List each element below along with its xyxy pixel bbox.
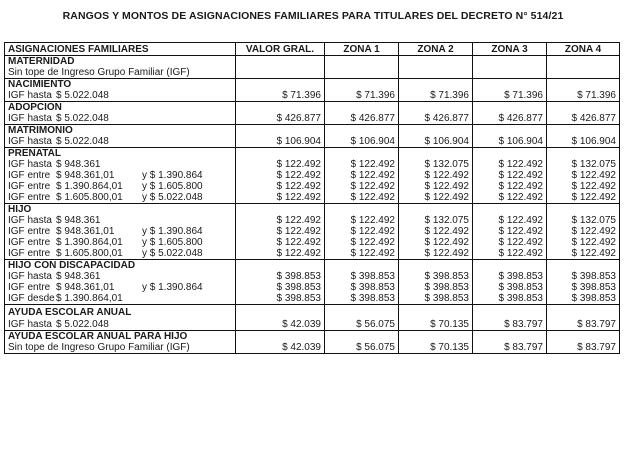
section-title: HIJO CON DISCAPACIDAD	[5, 260, 236, 272]
header-zona-2: ZONA 2	[399, 43, 473, 56]
range-to: y $ 1.390.864	[142, 226, 203, 237]
amount-cell: $ 398.853	[547, 282, 620, 293]
amount-cell: $ 122.492	[236, 237, 325, 248]
range-from: $ 948.361,01	[56, 226, 115, 237]
empty-cell	[473, 56, 547, 68]
empty-cell	[236, 56, 325, 68]
amount-cell	[473, 67, 547, 79]
row-label	[5, 319, 236, 331]
empty-cell	[325, 56, 399, 68]
empty-cell	[547, 204, 620, 216]
header-zona-4: ZONA 4	[547, 43, 620, 56]
amount-cell: $ 122.492	[473, 170, 547, 181]
amount-cell: $ 122.492	[547, 181, 620, 192]
range-from: $ 1.605.800,01	[56, 192, 123, 203]
amount-cell: $ 83.797	[473, 342, 547, 354]
table-row	[5, 248, 620, 260]
range-to: y $ 1.605.800	[142, 237, 203, 248]
row-label	[5, 90, 236, 102]
table-row	[5, 342, 620, 354]
empty-cell	[325, 204, 399, 216]
amount-cell: $ 71.396	[325, 90, 399, 102]
row-label	[5, 215, 236, 226]
amount-cell: $ 122.492	[547, 226, 620, 237]
amount-cell: $ 122.492	[325, 215, 399, 226]
amount-cell: $ 398.853	[473, 282, 547, 293]
range-label: Sin tope de Ingreso Grupo Familiar (IGF)	[8, 67, 190, 78]
amount-cell: $ 56.075	[325, 342, 399, 354]
range-label: IGF hasta	[8, 271, 52, 282]
empty-cell	[547, 305, 620, 320]
amount-cell: $ 122.492	[236, 226, 325, 237]
empty-cell	[473, 204, 547, 216]
range-label: IGF hasta	[8, 136, 52, 147]
table-row	[5, 67, 620, 79]
amount-cell: $ 71.396	[473, 90, 547, 102]
row-label	[5, 293, 236, 305]
amount-cell: $ 122.492	[473, 192, 547, 204]
empty-cell	[325, 125, 399, 137]
row-label	[5, 113, 236, 125]
range-label: IGF desde	[8, 293, 55, 304]
table-row	[5, 215, 620, 226]
range-from: $ 948.361	[56, 271, 101, 282]
table-row	[5, 170, 620, 181]
row-label	[5, 342, 236, 354]
empty-cell	[236, 204, 325, 216]
amount-cell: $ 132.075	[399, 215, 473, 226]
header-valor-gral: VALOR GRAL.	[236, 43, 325, 56]
amount-cell: $ 122.492	[473, 181, 547, 192]
empty-cell	[236, 260, 325, 272]
section-title: HIJO	[5, 204, 236, 216]
section-header-row	[5, 148, 620, 160]
section-header-row	[5, 125, 620, 137]
amount-cell: $ 426.877	[399, 113, 473, 125]
range-label: IGF entre	[8, 226, 51, 237]
row-label	[5, 226, 236, 237]
empty-cell	[547, 79, 620, 91]
empty-cell	[325, 79, 399, 91]
amount-cell: $ 122.492	[399, 248, 473, 260]
range-label: IGF hasta	[8, 90, 52, 101]
table-row	[5, 113, 620, 125]
amount-cell: $ 122.492	[325, 181, 399, 192]
amount-cell: $ 122.492	[325, 170, 399, 181]
row-label	[5, 237, 236, 248]
amount-cell: $ 398.853	[325, 282, 399, 293]
empty-cell	[236, 102, 325, 114]
amount-cell: $ 398.853	[399, 282, 473, 293]
range-to: y $ 5.022.048	[142, 192, 203, 203]
amount-cell: $ 122.492	[325, 248, 399, 260]
section-title: PRENATAL	[5, 148, 236, 160]
amount-cell: $ 71.396	[236, 90, 325, 102]
table-row	[5, 90, 620, 102]
amount-cell: $ 122.492	[399, 226, 473, 237]
table-row	[5, 181, 620, 192]
header-zona-1: ZONA 1	[325, 43, 399, 56]
empty-cell	[547, 56, 620, 68]
empty-cell	[399, 125, 473, 137]
empty-cell	[325, 331, 399, 343]
row-label	[5, 282, 236, 293]
empty-cell	[236, 305, 325, 320]
table-body	[5, 56, 620, 354]
amount-cell: $ 122.492	[547, 170, 620, 181]
range-label: IGF hasta	[8, 159, 52, 170]
amount-cell: $ 83.797	[547, 319, 620, 331]
range-label: IGF hasta	[8, 113, 52, 124]
amount-cell: $ 71.396	[547, 90, 620, 102]
empty-cell	[473, 148, 547, 160]
amount-cell: $ 122.492	[399, 170, 473, 181]
empty-cell	[399, 56, 473, 68]
amount-cell: $ 426.877	[547, 113, 620, 125]
section-header-row	[5, 79, 620, 91]
empty-cell	[547, 148, 620, 160]
amount-cell: $ 122.492	[473, 215, 547, 226]
range-from: $ 5.022.048	[56, 90, 109, 101]
amount-cell: $ 122.492	[325, 237, 399, 248]
row-label	[5, 170, 236, 181]
empty-cell	[473, 305, 547, 320]
empty-cell	[399, 148, 473, 160]
amount-cell: $ 122.492	[325, 159, 399, 170]
range-label: Sin tope de Ingreso Grupo Familiar (IGF)	[8, 342, 190, 353]
allowances-table	[4, 42, 620, 354]
amount-cell: $ 56.075	[325, 319, 399, 331]
empty-cell	[399, 102, 473, 114]
empty-cell	[325, 305, 399, 320]
amount-cell: $ 426.877	[473, 113, 547, 125]
amount-cell: $ 71.396	[399, 90, 473, 102]
empty-cell	[473, 102, 547, 114]
empty-cell	[473, 125, 547, 137]
amount-cell: $ 122.492	[399, 237, 473, 248]
amount-cell: $ 122.492	[325, 226, 399, 237]
amount-cell: $ 122.492	[325, 192, 399, 204]
amount-cell: $ 122.492	[236, 159, 325, 170]
amount-cell: $ 42.039	[236, 342, 325, 354]
section-title: MATERNIDAD	[5, 56, 236, 68]
amount-cell: $ 122.492	[399, 181, 473, 192]
amount-cell: $ 106.904	[236, 136, 325, 148]
amount-cell: $ 70.135	[399, 319, 473, 331]
amount-cell: $ 122.492	[473, 159, 547, 170]
amount-cell: $ 106.904	[399, 136, 473, 148]
table-row	[5, 136, 620, 148]
range-from: $ 948.361,01	[56, 282, 115, 293]
page-title: RANGOS Y MONTOS DE ASIGNACIONES FAMILIARES PARA TITULARES DEL DECRETO N° 514/21	[62, 10, 564, 22]
range-label: IGF entre	[8, 237, 51, 248]
amount-cell: $ 132.075	[547, 215, 620, 226]
range-label: IGF entre	[8, 248, 51, 259]
amount-cell: $ 122.492	[547, 237, 620, 248]
section-title: AYUDA ESCOLAR ANUAL	[5, 305, 236, 320]
section-header-row	[5, 204, 620, 216]
empty-cell	[547, 102, 620, 114]
empty-cell	[236, 79, 325, 91]
amount-cell: $ 106.904	[325, 136, 399, 148]
range-from: $ 5.022.048	[56, 113, 109, 124]
amount-cell	[547, 67, 620, 79]
section-header-row	[5, 102, 620, 114]
table-row	[5, 293, 620, 305]
amount-cell: $ 132.075	[547, 159, 620, 170]
amount-cell: $ 106.904	[547, 136, 620, 148]
empty-cell	[399, 305, 473, 320]
empty-cell	[399, 204, 473, 216]
amount-cell: $ 398.853	[325, 271, 399, 282]
range-from: $ 5.022.048	[56, 136, 109, 147]
range-to: y $ 5.022.048	[142, 248, 203, 259]
section-header-row	[5, 260, 620, 272]
empty-cell	[325, 102, 399, 114]
amount-cell: $ 122.492	[236, 248, 325, 260]
empty-cell	[399, 79, 473, 91]
table-row	[5, 237, 620, 248]
header-asignaciones: ASIGNACIONES FAMILIARES	[5, 43, 236, 56]
header-zona-3: ZONA 3	[473, 43, 547, 56]
row-label	[5, 181, 236, 192]
table-row	[5, 271, 620, 282]
amount-cell: $ 122.492	[236, 170, 325, 181]
row-label	[5, 159, 236, 170]
empty-cell	[236, 125, 325, 137]
table-row	[5, 192, 620, 204]
empty-cell	[547, 125, 620, 137]
empty-cell	[325, 260, 399, 272]
amount-cell: $ 398.853	[236, 282, 325, 293]
amount-cell: $ 426.877	[325, 113, 399, 125]
range-to: y $ 1.390.864	[142, 170, 203, 181]
section-title: AYUDA ESCOLAR ANUAL PARA HIJO	[5, 331, 236, 343]
amount-cell	[325, 67, 399, 79]
amount-cell: $ 398.853	[473, 271, 547, 282]
amount-cell: $ 122.492	[473, 248, 547, 260]
section-title: ADOPCION	[5, 102, 236, 114]
table-row	[5, 319, 620, 331]
row-label	[5, 192, 236, 204]
row-label	[5, 67, 236, 79]
empty-cell	[547, 331, 620, 343]
range-from: $ 948.361	[56, 215, 101, 226]
empty-cell	[473, 331, 547, 343]
amount-cell: $ 398.853	[547, 293, 620, 305]
range-from: $ 5.022.048	[56, 319, 109, 330]
range-label: IGF hasta	[8, 215, 52, 226]
range-label: IGF hasta	[8, 319, 52, 330]
amount-cell	[236, 67, 325, 79]
amount-cell: $ 122.492	[473, 237, 547, 248]
amount-cell: $ 398.853	[547, 271, 620, 282]
amount-cell: $ 122.492	[236, 192, 325, 204]
amount-cell: $ 398.853	[325, 293, 399, 305]
amount-cell: $ 122.492	[473, 226, 547, 237]
section-header-row	[5, 331, 620, 343]
empty-cell	[399, 260, 473, 272]
amount-cell: $ 122.492	[236, 181, 325, 192]
section-header-row	[5, 305, 620, 320]
amount-cell: $ 83.797	[473, 319, 547, 331]
range-label: IGF entre	[8, 181, 51, 192]
amount-cell: $ 83.797	[547, 342, 620, 354]
amount-cell: $ 70.135	[399, 342, 473, 354]
range-label: IGF entre	[8, 170, 51, 181]
amount-cell: $ 132.075	[399, 159, 473, 170]
amount-cell: $ 398.853	[399, 293, 473, 305]
section-header-row	[5, 56, 620, 68]
amount-cell: $ 122.492	[399, 192, 473, 204]
range-from: $ 1.390.864,01	[56, 237, 123, 248]
range-to: y $ 1.605.800	[142, 181, 203, 192]
range-from: $ 1.390.864,01	[56, 293, 123, 304]
amount-cell: $ 122.492	[236, 215, 325, 226]
amount-cell	[399, 67, 473, 79]
amount-cell: $ 122.492	[547, 248, 620, 260]
table-row	[5, 159, 620, 170]
amount-cell: $ 426.877	[236, 113, 325, 125]
table-row	[5, 282, 620, 293]
amount-cell: $ 106.904	[473, 136, 547, 148]
empty-cell	[236, 148, 325, 160]
table-row	[5, 226, 620, 237]
amount-cell: $ 398.853	[236, 271, 325, 282]
range-from: $ 948.361,01	[56, 170, 115, 181]
range-label: IGF entre	[8, 192, 51, 203]
range-label: IGF entre	[8, 282, 51, 293]
empty-cell	[547, 260, 620, 272]
row-label	[5, 248, 236, 260]
range-from: $ 948.361	[56, 159, 101, 170]
amount-cell: $ 398.853	[399, 271, 473, 282]
empty-cell	[399, 331, 473, 343]
empty-cell	[473, 260, 547, 272]
row-label	[5, 136, 236, 148]
header-row	[5, 43, 620, 56]
empty-cell	[236, 331, 325, 343]
empty-cell	[325, 148, 399, 160]
empty-cell	[473, 79, 547, 91]
amount-cell: $ 42.039	[236, 319, 325, 331]
range-from: $ 1.605.800,01	[56, 248, 123, 259]
section-title: MATRIMONIO	[5, 125, 236, 137]
section-title: NACIMIENTO	[5, 79, 236, 91]
amount-cell: $ 398.853	[473, 293, 547, 305]
range-to: y $ 1.390.864	[142, 282, 203, 293]
amount-cell: $ 122.492	[547, 192, 620, 204]
row-label	[5, 271, 236, 282]
amount-cell: $ 398.853	[236, 293, 325, 305]
range-from: $ 1.390.864,01	[56, 181, 123, 192]
